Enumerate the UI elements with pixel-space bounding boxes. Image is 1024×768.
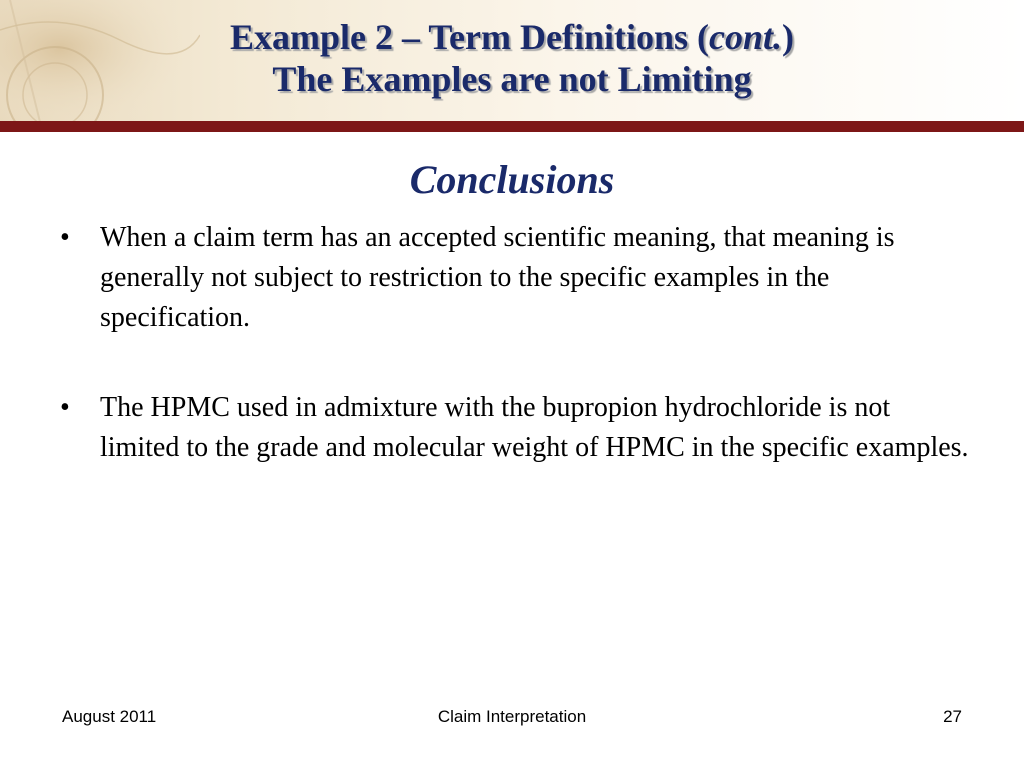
title-line1-italic: cont. [709, 17, 783, 57]
footer-title: Claim Interpretation [437, 707, 587, 726]
bullet-icon: • [60, 392, 70, 423]
slide-title [0, 16, 1024, 100]
slide-subtitle: Conclusions [409, 157, 615, 202]
footer-page-number: 27 [943, 707, 962, 726]
bullet-item-2 [56, 388, 976, 468]
title-line1-prefix: Example 2 – Term Definitions ( [229, 17, 709, 57]
bullet-icon: • [60, 222, 70, 253]
title-line1-suffix: ) [782, 17, 795, 57]
bullet-item-1 [56, 218, 976, 338]
title-line2: The Examples are not Limiting [272, 59, 752, 99]
footer-date: August 2011 [62, 707, 157, 726]
slide-header [0, 0, 1024, 122]
bullet-text-1: When a claim term has an accepted scientific meaning, that meaning is generally not subject to restriction to the specific examples in the specification. [100, 222, 895, 333]
title-divider-bar [0, 121, 1024, 132]
bullet-text-2: The HPMC used in admixture with the bupropion hydrochloride is not limited to the grade and molecular weight of HPMC in the specific examples. [100, 392, 969, 463]
bullet-list [56, 218, 976, 468]
